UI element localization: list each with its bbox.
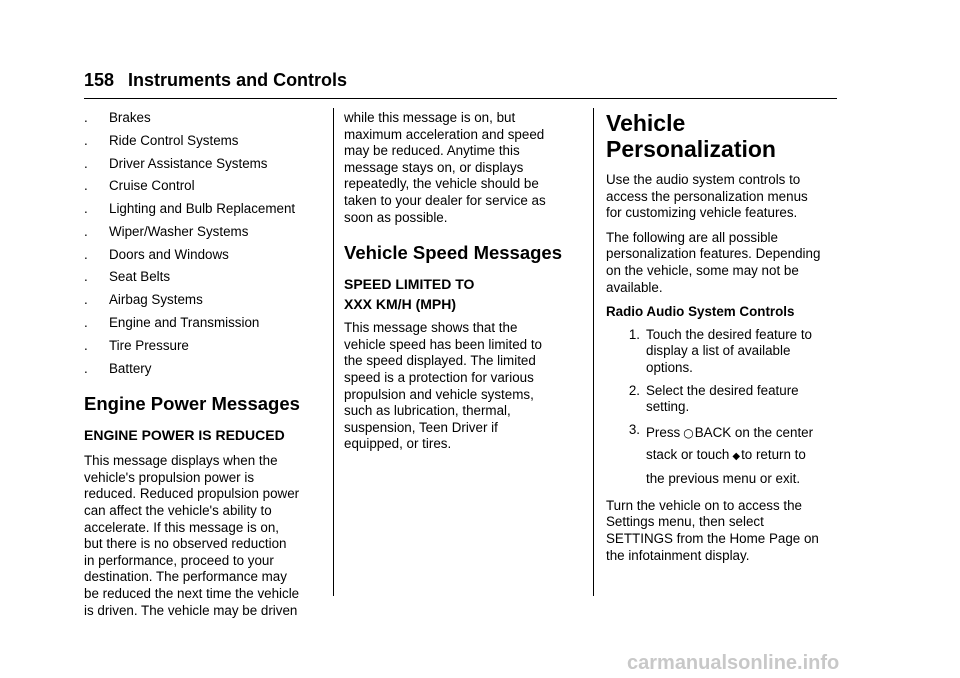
bullet-text: Battery [109,360,152,376]
engine-body-line: but there is no observed reduction [84,536,287,552]
step-2-line: setting. [646,399,690,415]
possible-line: personalization features. Depending [606,246,821,262]
speed-body-line: suspension, Teen Driver if [344,419,498,435]
speed-body-line: This message shows that the [344,320,518,336]
speed-body-line: propulsion and vehicle systems, [344,386,534,402]
engine-body-line: accelerate. If this message is on, [84,519,280,535]
bullet-text: Driver Assistance Systems [109,155,268,171]
bullet-item [84,292,324,309]
personalization-title [606,110,846,162]
possible-line: The following are all possible [606,229,778,245]
bullet-text: Tire Pressure [109,337,189,353]
speed-sub-line-1: SPEED LIMITED TO [344,276,475,293]
engine-power-body [84,453,324,619]
speed-sub-line-2: XXX KM/H (MPH) [344,296,456,313]
engine-power-heading: Engine Power Messages [84,393,300,415]
page-header [84,70,347,91]
step-1-line: Touch the desired feature to [646,326,813,342]
engine-body-line: in performance, proceed to your [84,552,274,568]
step-1-line: options. [646,359,693,375]
speed-body-line: such as lubrication, thermal, [344,403,511,419]
bullet-marker: . [84,292,88,308]
column-divider-1 [333,108,334,596]
bullet-item [84,269,324,286]
step-1-text [646,327,812,377]
continued-body-line: taken to your dealer for service as [344,192,546,208]
step-3-press: Press [646,424,681,440]
continued-body-line: may be reduced. Anytime this [344,143,520,159]
column-2 [344,110,584,453]
back-icon: ○ [683,425,694,440]
step-3-return: to return to [741,446,806,462]
speed-messages-heading: Vehicle Speed Messages [344,242,563,264]
turn-on-line: Settings menu, then select [606,514,764,530]
bullet-text: Brakes [109,110,151,125]
intro-line: access the personalization menus [606,188,808,204]
continued-body-line: while this message is on, but [344,110,516,125]
watermark: carmanualsonline.info [627,652,840,674]
section-title: Instruments and Controls [128,70,348,90]
step-2-text [646,383,799,416]
bullet-marker: . [84,315,88,331]
engine-body-line: destination. The performance may [84,569,287,585]
steps-list [606,327,846,490]
step-3-number: 3. [628,421,640,437]
bullet-marker: . [84,337,88,353]
speed-body-line: vehicle speed has been limited to [344,336,543,352]
bullet-item [84,156,324,173]
step-3 [606,422,846,490]
possible-paragraph [606,230,846,296]
speed-limited-subheading [344,274,584,314]
turn-on-line: Turn the vehicle on to access the [606,497,803,513]
turn-on-paragraph [606,498,846,564]
step-1-number: 1. [628,326,640,342]
engine-body-line: can affect the vehicle's ability to [84,502,272,518]
step-2-number: 2. [628,382,640,398]
bullet-text: Cruise Control [109,178,195,194]
continued-body-line: message stays on, or displays [344,159,524,175]
engine-body-line: is driven. The vehicle may be driven [84,602,298,618]
intro-line: for customizing vehicle features. [606,205,798,221]
title-line-2: Personalization [606,136,776,162]
step-3-text [646,422,813,490]
bullet-marker: . [84,360,88,376]
turn-on-line: SETTINGS from the Home Page on [606,530,819,546]
speed-body-line: the speed displayed. The limited [344,353,536,369]
engine-power-subheading: ENGINE POWER IS REDUCED [84,427,285,444]
column-divider-2 [593,108,594,596]
header-rule [84,98,837,99]
bullet-marker: . [84,223,88,239]
radio-controls-heading: Radio Audio System Controls [606,304,795,320]
bullet-marker: . [84,269,88,285]
column-1 [84,110,324,619]
bullet-item [84,110,324,127]
bullet-text: Lighting and Bulb Replacement [109,201,296,217]
engine-body-line: be reduced the next time the vehicle [84,585,300,601]
continued-body-line: repeatedly, the vehicle should be [344,176,539,192]
step-2-line: Select the desired feature [646,382,799,398]
bullet-item [84,315,324,332]
bullet-text: Ride Control Systems [109,132,239,148]
bullet-item [84,178,324,195]
bullet-text: Doors and Windows [109,246,229,262]
bullet-item [84,201,324,218]
bullet-marker: . [84,155,88,171]
possible-line: on the vehicle, some may not be [606,262,799,278]
turn-on-line: the infotainment display. [606,547,750,563]
possible-line: available. [606,279,663,295]
bullet-item [84,361,324,378]
continued-body-line: maximum acceleration and speed [344,126,545,142]
step-1-line: display a list of available [646,343,791,359]
bullet-marker: . [84,201,88,217]
continued-body [344,110,584,226]
bullet-marker: . [84,110,88,125]
title-line-1: Vehicle [606,110,686,136]
speed-limited-body [344,320,584,453]
step-3-stack: stack or touch [646,446,730,462]
column-3 [606,110,846,564]
engine-body-line: reduced. Reduced propulsion power [84,486,300,502]
speed-body-line: equipped, or tires. [344,436,452,452]
page-number: 158 [84,70,115,90]
bullet-marker: . [84,178,88,194]
step-2 [606,383,846,416]
bullet-item [84,338,324,355]
bullet-list [84,110,324,377]
step-3-previous: the previous menu or exit. [646,470,801,486]
bullet-marker: . [84,132,88,148]
continued-body-line: soon as possible. [344,209,448,225]
speed-body-line: speed is a protection for various [344,369,534,385]
bullet-item [84,224,324,241]
intro-paragraph [606,172,846,222]
engine-body-line: This message displays when the [84,453,278,469]
bullet-item [84,247,324,264]
bullet-text: Engine and Transmission [109,315,260,331]
bullet-text: Seat Belts [109,269,171,285]
return-icon: ◆ [732,450,741,462]
step-3-back: BACK on the center [694,424,814,440]
bullet-marker: . [84,246,88,262]
bullet-text: Wiper/Washer Systems [109,223,249,239]
step-1 [606,327,846,377]
bullet-text: Airbag Systems [109,292,203,308]
engine-body-line: vehicle's propulsion power is [84,469,255,485]
bullet-item [84,133,324,150]
intro-line: Use the audio system controls to [606,172,801,187]
